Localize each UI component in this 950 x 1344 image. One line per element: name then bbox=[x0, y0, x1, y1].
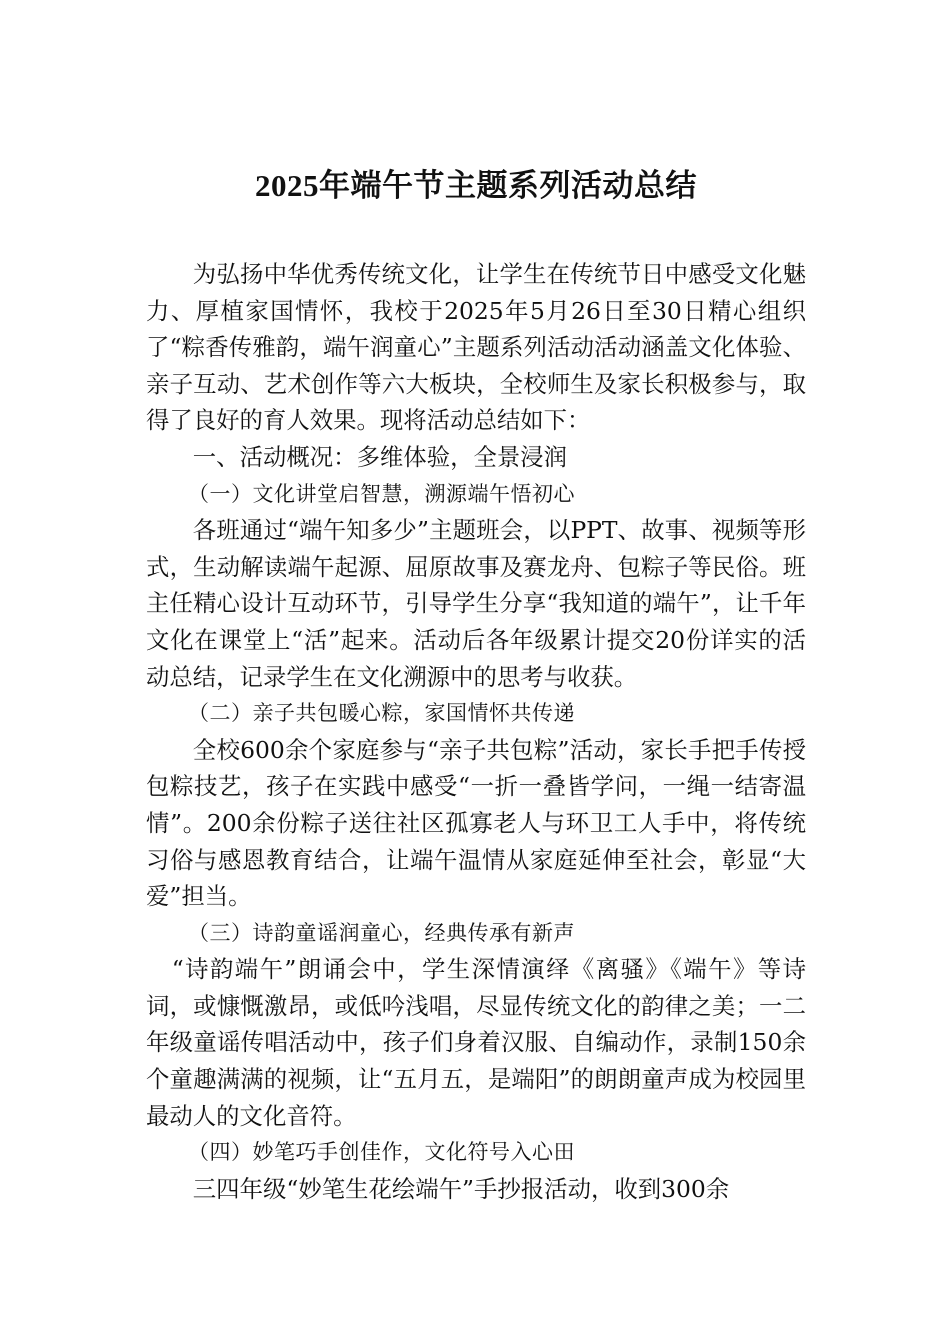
intro-paragraph: 为弘扬中华优秀传统文化，让学生在传统节日中感受文化魅力、厚植家国情怀，我校于2025年5月26日至30日精心组织了“粽香传雅韵，端午润童心”主题系列活动活动涵盖文化体验、亲子互动、艺术创作等六大板块，全校师生及家长积极参与，取得了良好的育人效果。现将活动总结如下： bbox=[146, 260, 806, 435]
subsection-heading-1: （一）文化讲堂启智慧，溯源端午悟初心 bbox=[188, 481, 575, 506]
section-heading-1: 一、活动概况：多维体验，全景浸润 bbox=[192, 442, 568, 471]
subsection-heading-2: （二）亲子共包暖心粽，家国情怀共传递 bbox=[188, 701, 575, 726]
subsection-heading-4: （四）妙笔巧手创佳作，文化符号入心田 bbox=[188, 1140, 575, 1165]
subsection-paragraph-4: 三四年级“妙笔生花绘端午”手抄报活动，收到300余 bbox=[192, 1174, 730, 1203]
document-page bbox=[146, 0, 806, 1344]
subsection-heading-3: （三）诗韵童谣润童心，经典传承有新声 bbox=[188, 920, 575, 945]
document-body bbox=[146, 256, 806, 1207]
document-title: 2025年端午节主题系列活动总结 bbox=[255, 168, 697, 203]
subsection-paragraph-2: 全校600余个家庭参与“亲子共包粽”活动，家长手把手传授包粽技艺，孩子在实践中感受“一折一叠皆学问，一绳一结寄温情”。200余份粽子送往社区孤寡老人与环卫工人手中，将传统习俗与感恩教育结合，让端午温情从家庭延伸至社会，彰显“大爱”担当。 bbox=[146, 735, 806, 911]
subsection-paragraph-3: “诗韵端午”朗诵会中，学生深情演绎《离骚》《端午》等诗词，或慷慨激昂，或低吟浅唱，尽显传统文化的韵律之美；一二年级童谣传唱活动中，孩子们身着汉服、自编动作，录制150余个童趣满满的视频，让“五月五，是端阳”的朗朗童声成为校园里最动人的文化音符。 bbox=[146, 955, 806, 1130]
subsection-paragraph-1: 各班通过“端午知多少”主题班会，以PPT、故事、视频等形式，生动解读端午起源、屈原故事及赛龙舟、包粽子等民俗。班主任精心设计互动环节，引导学生分享“我知道的端午”，让千年文化在课堂上“活”起来。活动后各年级累计提交20份详实的活动总结，记录学生在文化溯源中的思考与收获。 bbox=[146, 516, 806, 691]
